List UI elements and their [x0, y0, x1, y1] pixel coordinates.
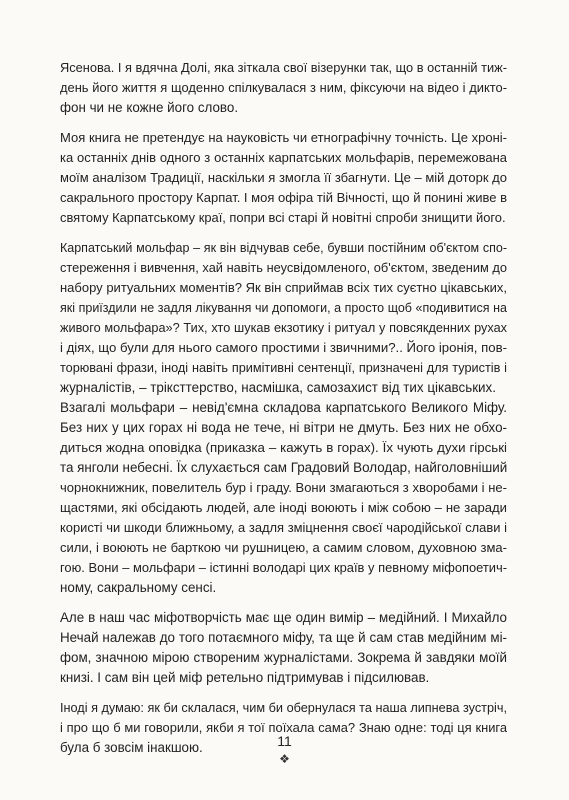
text-line: святому Карпатському краї, попри всі старі й новітні спроби знищити його. — [60, 210, 506, 225]
paragraph-1 — [60, 58, 507, 118]
text-line: користі чи шкоди ближньому, а задля зміцнення своєї чародійської слави і — [60, 520, 507, 535]
text-line: Ясенова. І я вдячна Долі, яка зіткала свої візерунки так, що в останній тиж- — [60, 60, 507, 75]
paragraph-5 — [60, 698, 507, 758]
paragraph-4 — [60, 608, 507, 688]
text-line: книзі. І сам він цей міф ретельно підтримував і підсилював. — [60, 670, 430, 685]
paragraph-2 — [60, 128, 507, 228]
text-line: Іноді я думаю: як би склалася, чим би обернулася та наша липнева зустріч, — [60, 701, 507, 715]
text-line: Карпатський мольфар – як він відчував себе, бувши постійним об'єктом спо- — [60, 241, 507, 255]
text-line: стереження і вивчення, хай навіть неусвідомленого, об'єктом, зведеним до — [60, 260, 507, 275]
text-line: сакрального простору Карпат. І моя офіра тій Вічності, що й понині живе в — [60, 190, 508, 205]
text-line: журналістів, – тріксттерство, насмішка, самозахист від тих цікавських. — [60, 380, 496, 395]
text-line: сили, і воюють не барткою чи рушницею, а самим словом, духовною зма- — [60, 540, 507, 555]
text-line: моїм аналізом Традиції, наскільки я змогла її збагнути. Це – мій доторк до — [60, 170, 507, 185]
text-line: ному, сакральному сенсі. — [60, 580, 217, 595]
text-line: і діях, що були для нього самого простими і звичними?.. Його іронія, пов- — [60, 340, 508, 355]
text-line: гою. Вони – мольфари – істинні володарі цих країв у певному міфопоетич- — [60, 560, 507, 575]
text-line: фон чи не кожне його слово. — [60, 100, 239, 115]
text-line: Без них у цих горах ні вода не тече, ні вітри не дмуть. Без них не обхо- — [60, 420, 507, 435]
text-line: живого мольфара»? Тих, хто шукав екзотику і ритуал у повсякденних рухах — [60, 321, 507, 335]
text-line: які приїздили не задля лікування чи допомоги, а просто щоб «подивитися на — [60, 301, 507, 315]
text-line: і про що б ми говорили, якби я тої поїхала сама? Знаю одне: тоді ця книга — [60, 720, 507, 735]
ornament-icon: ❖ — [279, 752, 290, 766]
text-line: диться жодна оповідка (приказка – кажуть в горах). Їх чують духи гірські — [60, 440, 507, 455]
text-line: Нечай належав до того потаємного міфу, та ще й сам став медійним мі- — [60, 630, 507, 645]
text-line: набору ритуальних моментів? Як він сприймав всіх тих суєтно цікавських, — [60, 280, 507, 295]
text-line: була б зовсім інакшою. — [60, 740, 203, 755]
text-line: ка останніх днів одного з останніх карпатських мольфарів, перемежована — [60, 150, 507, 165]
text-line: та янголи небесні. Їх слухається сам Градовий Володар, найголовніший — [60, 460, 508, 475]
text-line: торювані фрази, іноді навіть примітивні сентенції, призначені для туристів і — [60, 361, 507, 375]
text-line: чорнокнижник, повелитель бур і граду. Вони змагаються з хворобами і не- — [60, 480, 507, 495]
text-line: Але в наш час міфотворчість має ще один вимір – медійний. І Михайло — [60, 610, 507, 625]
text-line: щастями, які обсідають людей, але іноді воюють і між собою – не заради — [60, 500, 507, 515]
page-body — [60, 58, 507, 758]
text-line: Взагалі мольфари – невід'ємна складова карпатського Великого Міфу. — [60, 400, 507, 415]
paragraph-3 — [60, 238, 507, 598]
page-number: 11 — [277, 733, 292, 749]
text-line: фом, значною мірою створеним журналістами. Зокрема й завдяки моїй — [60, 650, 507, 665]
text-line: Моя книга не претендує на науковість чи етнографічну точність. Це хроні- — [60, 130, 507, 145]
text-line: день його життя я щоденно спілкувалася з ним, фіксуючи на відео і дикто- — [60, 80, 507, 95]
